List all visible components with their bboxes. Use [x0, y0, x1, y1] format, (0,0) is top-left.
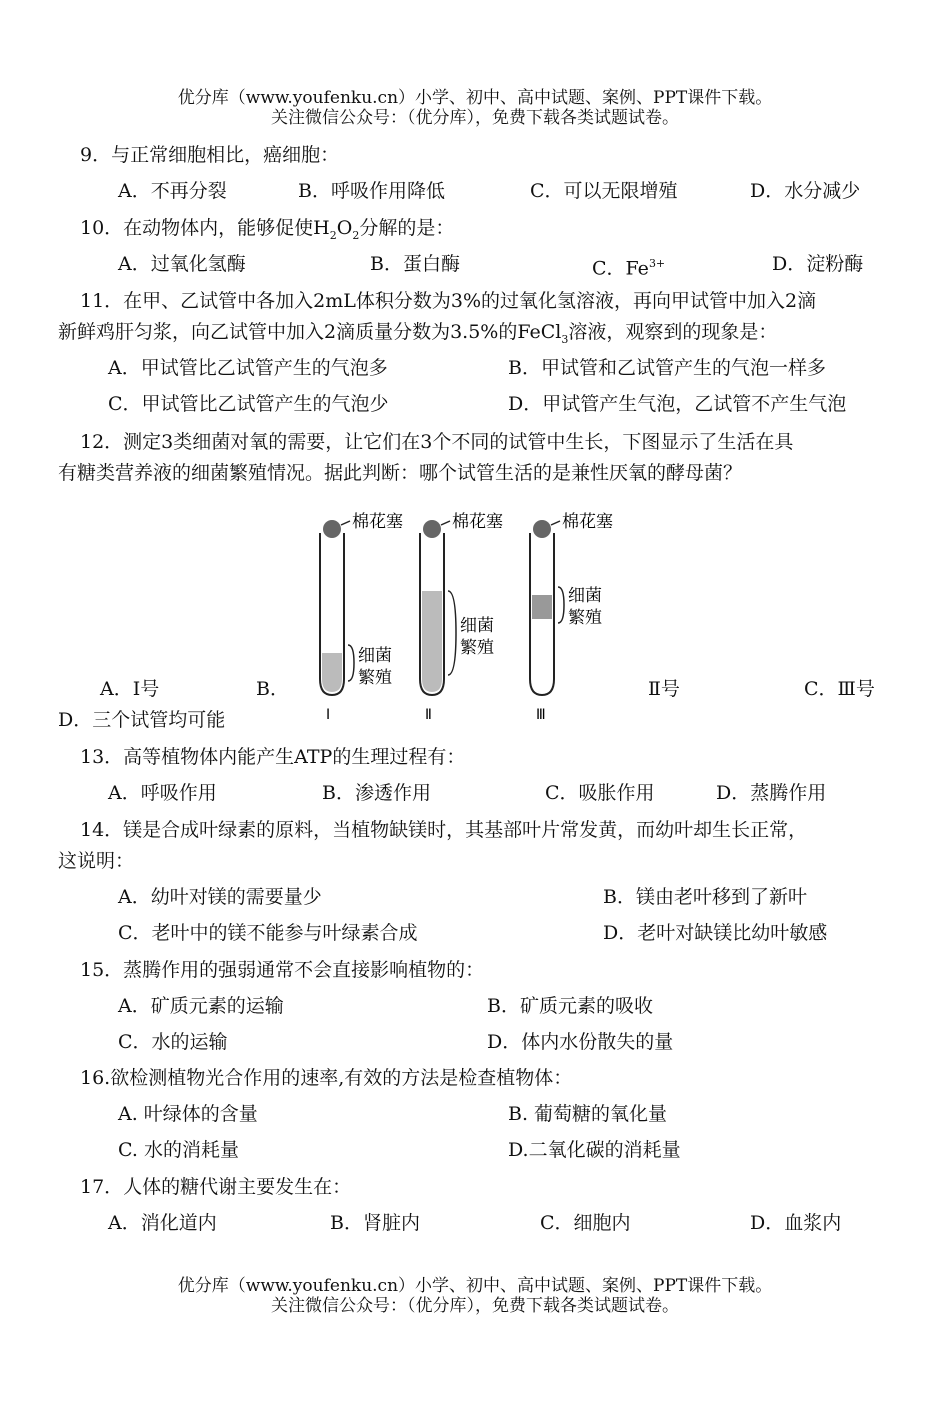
tube-2-cotton-label: 棉花塞	[452, 512, 503, 532]
q14-option-c: C．老叶中的镁不能参与叶绿素合成	[118, 922, 418, 944]
q10-option-b: B．蛋白酶	[370, 253, 460, 275]
q11-option-c: C．甲试管比乙试管产生的气泡少	[108, 393, 389, 415]
tube-2-growth	[422, 591, 442, 692]
q13-option-b: B．渗透作用	[322, 782, 431, 804]
tube-3-number: Ⅲ	[536, 707, 546, 723]
q15-option-d: D．体内水份散失的量	[487, 1031, 674, 1053]
tube-3-cotton-label: 棉花塞	[562, 512, 613, 532]
tube-3-growth	[532, 595, 552, 619]
q13-stem: 13．高等植物体内能产生ATP的生理过程有：	[80, 746, 466, 768]
q10-option-a: A．过氧化氢酶	[118, 253, 246, 275]
q16-option-c: C. 水的消耗量	[118, 1139, 239, 1161]
tube-2	[420, 520, 456, 695]
q12-option-b-value: Ⅱ号	[648, 678, 680, 700]
tube-2-growth-label-1: 细菌	[460, 616, 494, 636]
tube-2-number: Ⅱ	[425, 707, 432, 723]
q17-option-c: C．细胞内	[540, 1212, 631, 1234]
footer-line-2: 关注微信公众号：（优分库），免费下载各类试题试卷。	[271, 1296, 679, 1316]
tube-1-cotton-label: 棉花塞	[352, 512, 403, 532]
q12-option-c: C．Ⅲ号	[804, 678, 875, 700]
tube-3-growth-label-1: 细菌	[568, 586, 602, 606]
q9-stem: 9．与正常细胞相比，癌细胞：	[80, 144, 340, 166]
q11-option-b: B．甲试管和乙试管产生的气泡一样多	[508, 357, 826, 379]
q17-option-d: D．血浆内	[750, 1212, 842, 1234]
q11-stem-line-1: 11．在甲、乙试管中各加入2mL体积分数为3%的过氧化氢溶液，再向甲试管中加入2滴	[80, 290, 817, 312]
test-tubes-figure	[308, 503, 624, 725]
q12-option-b: B．	[256, 678, 289, 700]
q13-option-a: A．呼吸作用	[108, 782, 217, 804]
q17-stem: 17．人体的糖代谢主要发生在：	[80, 1176, 352, 1198]
tube-1-number: Ⅰ	[326, 707, 331, 723]
tube-1-growth	[322, 653, 342, 692]
q15-stem: 15．蒸腾作用的强弱通常不会直接影响植物的：	[80, 959, 485, 981]
q9-option-b: B．呼吸作用降低	[298, 180, 445, 202]
tube-1-cotton-plug	[323, 520, 341, 538]
q12-option-a: A．Ⅰ号	[100, 678, 160, 700]
q11-option-d: D．甲试管产生气泡，乙试管不产生气泡	[508, 393, 847, 415]
header-line-1: 优分库（www.youfenku.cn）小学、初中、高中试题、案例、PPT课件下载。	[177, 88, 773, 108]
q9-option-a: A．不再分裂	[118, 180, 227, 202]
q16-option-d: D.二氧化碳的消耗量	[508, 1139, 681, 1161]
tube-3	[530, 520, 564, 695]
q15-option-b: B．矿质元素的吸收	[487, 995, 653, 1017]
q9-option-c: C．可以无限增殖	[530, 180, 678, 202]
tube-1-growth-label-2: 繁殖	[358, 668, 392, 688]
q14-option-b: B．镁由老叶移到了新叶	[603, 886, 807, 908]
q16-stem: 16.欲检测植物光合作用的速率,有效的方法是检查植物体：	[80, 1067, 573, 1089]
footer-line-1: 优分库（www.youfenku.cn）小学、初中、高中试题、案例、PPT课件下载。	[177, 1276, 773, 1296]
q14-stem-line-1: 14．镁是合成叶绿素的原料，当植物缺镁时，其基部叶片常发黄，而幼叶却生长正常，	[80, 819, 808, 841]
q13-option-c: C．吸胀作用	[545, 782, 655, 804]
tube-2-cotton-plug	[423, 520, 441, 538]
q10-stem: 10．在动物体内，能够促使$H_2O_2$分解的是：	[80, 217, 455, 242]
q15-option-c: C．水的运输	[118, 1031, 228, 1053]
tube-2-growth-label-2: 繁殖	[460, 638, 494, 658]
q13-option-d: D．蒸腾作用	[716, 782, 827, 804]
q14-stem-line-2: 这说明：	[58, 850, 135, 872]
tube-3-growth-label-2: 繁殖	[568, 608, 602, 628]
q11-option-a: A．甲试管比乙试管产生的气泡多	[108, 357, 388, 379]
q17-option-b: B．肾脏内	[330, 1212, 420, 1234]
tube-1	[320, 520, 354, 695]
q11-stem-line-2: 新鲜鸡肝匀浆，向乙试管中加入2滴质量分数为3.5%的FeCl$_3$溶液，观察到的现象是：	[58, 321, 778, 346]
q12-stem-line-2: 有糖类营养液的细菌繁殖情况。据此判断：哪个试管生活的是兼性厌氧的酵母菌？	[58, 462, 743, 484]
q14-option-d: D．老叶对缺镁比幼叶敏感	[603, 922, 828, 944]
q17-option-a: A．消化道内	[108, 1212, 217, 1234]
tube-1-growth-label-1: 细菌	[358, 646, 392, 666]
q14-option-a: A．幼叶对镁的需要量少	[118, 886, 322, 908]
header-line-2: 关注微信公众号：（优分库），免费下载各类试题试卷。	[271, 108, 679, 128]
q10-option-c: C．$Fe^{3+}$	[592, 257, 666, 280]
q15-option-a: A．矿质元素的运输	[118, 995, 284, 1017]
q12-stem-line-1: 12．测定3类细菌对氧的需要，让它们在3个不同的试管中生长，下图显示了生活在具	[80, 431, 794, 453]
q9-option-d: D．水分减少	[750, 180, 861, 202]
q12-option-d: D．三个试管均可能	[58, 709, 226, 731]
q16-option-b: B. 葡萄糖的氧化量	[508, 1103, 668, 1125]
q10-option-d: D．淀粉酶	[772, 253, 864, 275]
tube-3-cotton-plug	[533, 520, 551, 538]
q16-option-a: A. 叶绿体的含量	[118, 1103, 258, 1125]
